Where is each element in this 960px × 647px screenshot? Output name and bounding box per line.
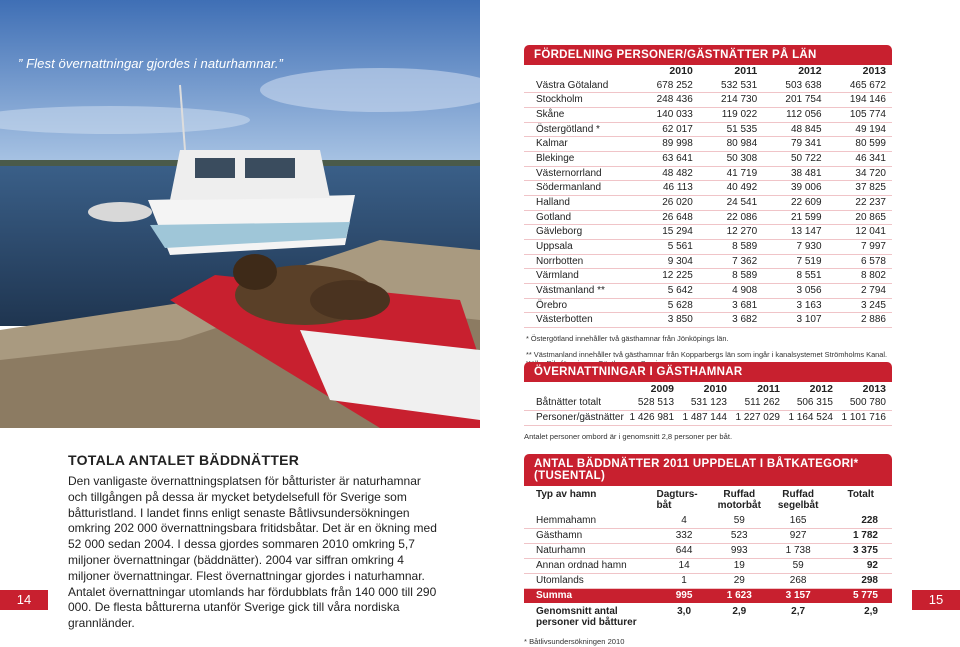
value-cell: 503 638	[785, 79, 822, 91]
table-row	[524, 137, 892, 152]
guest-harbour-table	[524, 362, 892, 442]
value-cell: 1	[681, 575, 687, 586]
year-header: 2012	[798, 65, 822, 77]
value-cell: 3 850	[667, 314, 693, 326]
table-row	[524, 529, 892, 544]
sum-value: 995	[656, 589, 711, 604]
article-body: Den vanligaste övernattningsplatsen för båtturister är naturhamnar och tillgången på dessa är mycket betydelsefull för Sverige som båtturistland. I landet finns enligt senaste Båtlivsundersökningen omkring 202 000 övernattningsbara fritidsbåtar. Det är en ökning med 52 000 sedan 2004. I dessa gjordes sommaren 2010 omkring 5,7 miljoner övernattningar (bäddnätter). 2004 var siffran omkring 4 miljoner övernattningar. Flest övernattningar gjordes i naturhamnar. Antalet övernattningar utomlands har fördubblats från 140 000 till 290 000. De flesta båtturerna utanför Sverige gick till våra nordiska grannländer.	[68, 474, 437, 631]
value-cell: 7 519	[796, 255, 822, 267]
column-header: Dagturs- båt	[656, 489, 698, 511]
value-cell: 50 722	[790, 152, 822, 164]
value-cell: 993	[730, 545, 748, 556]
bed-nights-title: ANTAL BÄDDNÄTTER 2011 UPPDELAT I BÅTKATEGORI* (TUSENTAL)	[524, 454, 892, 486]
county-name: Stockholm	[536, 94, 583, 106]
value-cell: 22 609	[790, 196, 822, 208]
bed-nights-table	[524, 454, 892, 647]
table-row	[524, 166, 892, 181]
table-row	[524, 122, 892, 137]
county-footnote-2: ** Västmanland innehåller två gästhamnar från Kopparbergs län som ingår i kanalsystemet Strömholms Kanal.	[526, 349, 888, 359]
value-cell: 1 164 524	[788, 412, 833, 423]
county-name: Västra Götaland	[536, 79, 609, 91]
value-cell: 80 984	[726, 138, 758, 150]
guest-harbour-footnote: Antalet personer ombord är i genomsnitt 2,8 personer per båt.	[524, 432, 733, 441]
value-cell: 7 362	[732, 255, 758, 267]
county-name: Norrbotten	[536, 255, 584, 267]
value-cell: 4 908	[732, 284, 758, 296]
average-value: 2,7	[791, 606, 806, 617]
county-name: Västerbotten	[536, 314, 593, 326]
value-cell: 165	[789, 515, 807, 526]
harbour-type: Hemmahamn	[536, 515, 597, 526]
value-cell: 201 754	[785, 94, 822, 106]
value-cell: 248 436	[656, 94, 693, 106]
table-row	[524, 210, 892, 225]
county-name: Uppsala	[536, 240, 573, 252]
county-name: Västernorrland	[536, 167, 602, 179]
article-heading: TOTALA ANTALET BÄDDNÄTTER	[68, 452, 300, 468]
column-header: Totalt	[847, 489, 874, 500]
year-header: 2010	[703, 383, 727, 395]
table-row	[524, 225, 892, 240]
value-cell: 22 237	[855, 196, 886, 208]
value-cell: 5 561	[667, 240, 693, 252]
county-table-title: FÖRDELNING PERSONER/GÄSTNÄTTER PÅ LÄN	[524, 45, 892, 65]
table-row	[524, 313, 892, 328]
value-cell: 62 017	[662, 123, 693, 135]
table-row	[524, 254, 892, 269]
value-cell: 8 589	[732, 270, 758, 282]
value-cell: 48 845	[790, 123, 822, 135]
value-cell: 41 719	[726, 167, 758, 179]
value-cell: 1 738	[785, 545, 811, 556]
value-cell: 20 865	[855, 211, 886, 223]
value-cell: 12 270	[726, 226, 758, 238]
guest-harbour-title: ÖVERNATTNINGAR I GÄSTHAMNAR	[524, 362, 892, 382]
table-row	[524, 107, 892, 122]
average-value: 2,9	[864, 606, 878, 617]
value-cell: 5 628	[667, 299, 693, 311]
value-cell: 59	[733, 515, 745, 526]
value-cell: 678 252	[656, 79, 693, 91]
pull-quote: ” Flest övernattningar gjordes i naturhamnar.”	[18, 56, 283, 71]
value-cell: 3 375	[852, 545, 878, 556]
value-cell: 1 426 981	[629, 412, 675, 423]
average-value: 3,0	[677, 606, 692, 617]
harbour-type: Gästhamn	[536, 530, 583, 541]
county-name: Östergötland *	[536, 123, 600, 135]
value-cell: 29	[733, 575, 745, 586]
row-label: Båtnätter totalt	[536, 397, 602, 408]
county-name: Halland	[536, 196, 570, 208]
column-header: Ruffad segelbåt	[777, 489, 819, 511]
value-cell: 7 930	[796, 240, 822, 252]
county-name: Blekinge	[536, 152, 575, 164]
value-cell: 50 308	[726, 152, 758, 164]
value-cell: 46 341	[855, 152, 886, 164]
value-cell: 4	[681, 515, 687, 526]
table-row	[524, 151, 892, 166]
value-cell: 8 589	[732, 240, 758, 252]
value-cell: 40 492	[726, 182, 758, 194]
sum-row	[524, 589, 892, 604]
year-header: 2011	[757, 383, 780, 395]
value-cell: 21 599	[790, 211, 822, 223]
value-cell: 1 782	[852, 530, 878, 541]
harbour-type: Naturhamn	[536, 545, 586, 556]
row-label: Personer/gästnätter	[536, 412, 624, 423]
table-row	[524, 79, 892, 93]
harbour-type: Annan ordnad hamn	[536, 560, 627, 571]
year-header: 2009	[650, 383, 675, 395]
page-number-left: 14	[0, 590, 48, 610]
sum-value: 3 157	[767, 589, 830, 604]
value-cell: 532 531	[721, 79, 758, 91]
year-header: 2012	[809, 383, 833, 395]
county-name: Gävleborg	[536, 226, 583, 238]
value-cell: 506 315	[796, 397, 833, 408]
table-row	[524, 411, 892, 426]
value-cell: 26 648	[662, 211, 693, 223]
value-cell: 3 681	[732, 299, 758, 311]
value-cell: 3 682	[732, 314, 758, 326]
value-cell: 214 730	[721, 94, 758, 106]
value-cell: 3 163	[796, 299, 822, 311]
county-name: Gotland	[536, 211, 572, 223]
year-header: 2013	[862, 383, 886, 395]
value-cell: 2 794	[860, 284, 886, 296]
value-cell: 26 020	[662, 196, 693, 208]
table-row	[524, 298, 892, 313]
value-cell: 531 123	[690, 397, 727, 408]
table-row	[524, 396, 892, 411]
column-header: Typ av hamn	[536, 489, 597, 500]
value-cell: 332	[675, 530, 693, 541]
value-cell: 1 227 029	[735, 412, 780, 423]
value-cell: 6 578	[860, 255, 886, 267]
value-cell: 92	[866, 560, 878, 571]
harbour-type: Utomlands	[536, 575, 584, 586]
county-footnote-1: * Östergötland innehåller två gästhamnar från Jönköpings län.	[526, 333, 729, 343]
average-label: Genomsnitt antal personer vid båtturer	[536, 606, 637, 628]
table-header-row	[524, 65, 892, 79]
value-cell: 3 245	[860, 299, 886, 311]
value-cell: 9 304	[667, 255, 693, 267]
value-cell: 644	[675, 545, 693, 556]
sum-label: Summa	[524, 589, 656, 604]
value-cell: 1 101 716	[841, 412, 886, 423]
value-cell: 49 194	[855, 123, 886, 135]
value-cell: 14	[678, 560, 690, 571]
value-cell: 63 641	[662, 152, 693, 164]
column-header: Ruffad motorbåt	[717, 489, 761, 511]
value-cell: 298	[861, 575, 878, 586]
table-row	[524, 559, 892, 574]
value-cell: 22 086	[726, 211, 758, 223]
table-row	[524, 514, 892, 529]
value-cell: 140 033	[656, 108, 693, 120]
value-cell: 34 720	[855, 167, 886, 179]
value-cell: 511 262	[744, 397, 780, 408]
value-cell: 37 825	[855, 182, 886, 194]
value-cell: 15 294	[662, 226, 693, 238]
value-cell: 80 599	[855, 138, 886, 150]
average-value: 2,9	[732, 606, 747, 617]
table-header-row	[524, 382, 892, 396]
value-cell: 2 886	[860, 314, 886, 326]
table-row	[524, 283, 892, 298]
table-row	[524, 181, 892, 196]
year-header: 2011	[734, 65, 758, 77]
value-cell: 12 225	[662, 270, 693, 282]
value-cell: 79 341	[790, 138, 822, 150]
table-row	[524, 93, 892, 108]
value-cell: 3 056	[796, 284, 822, 296]
value-cell: 51 535	[726, 123, 758, 135]
county-name: Skåne	[536, 108, 565, 120]
table-row	[524, 269, 892, 284]
page-number-right: 15	[912, 590, 960, 610]
value-cell: 194 146	[849, 94, 886, 106]
county-name: Västmanland **	[536, 284, 605, 296]
value-cell: 268	[789, 575, 807, 586]
value-cell: 105 774	[849, 108, 886, 120]
county-name: Södermanland	[536, 182, 602, 194]
value-cell: 119 022	[721, 108, 758, 120]
value-cell: 8 551	[796, 270, 822, 282]
value-cell: 523	[730, 530, 748, 541]
sum-value: 5 775	[829, 589, 892, 604]
left-article	[68, 452, 440, 632]
year-header: 2013	[862, 65, 886, 77]
value-cell: 5 642	[667, 284, 693, 296]
value-cell: 46 113	[662, 182, 693, 194]
value-cell: 12 041	[855, 226, 886, 238]
value-cell: 927	[789, 530, 807, 541]
empty-header-cell	[524, 382, 627, 396]
bed-nights-footnote: * Båtlivsundersökningen 2010	[524, 637, 625, 646]
value-cell: 59	[792, 560, 804, 571]
table-row	[524, 574, 892, 589]
value-cell: 39 006	[790, 182, 822, 194]
county-name: Värmland	[536, 270, 579, 282]
value-cell: 19	[733, 560, 745, 571]
empty-header-cell	[524, 65, 634, 79]
value-cell: 3 107	[796, 314, 822, 326]
table-row	[524, 239, 892, 254]
value-cell: 7 997	[860, 240, 886, 252]
county-name: Kalmar	[536, 138, 568, 150]
table-row	[524, 195, 892, 210]
value-cell: 112 056	[786, 108, 822, 120]
value-cell: 528 513	[637, 397, 675, 408]
year-header: 2010	[669, 65, 693, 77]
value-cell: 38 481	[790, 167, 822, 179]
value-cell: 13 147	[790, 226, 822, 238]
value-cell: 24 541	[726, 196, 758, 208]
value-cell: 8 802	[860, 270, 886, 282]
sum-value: 1 623	[712, 589, 767, 604]
value-cell: 1 487 144	[682, 412, 727, 423]
value-cell: 500 780	[849, 397, 886, 408]
table-row	[524, 544, 892, 559]
value-cell: 48 482	[662, 167, 693, 179]
average-row	[524, 603, 892, 631]
value-cell: 465 672	[849, 79, 886, 91]
county-table	[524, 45, 892, 369]
value-cell: 89 998	[662, 138, 693, 150]
table-header-row	[524, 486, 892, 514]
county-name: Örebro	[536, 299, 568, 311]
value-cell: 228	[861, 515, 878, 526]
